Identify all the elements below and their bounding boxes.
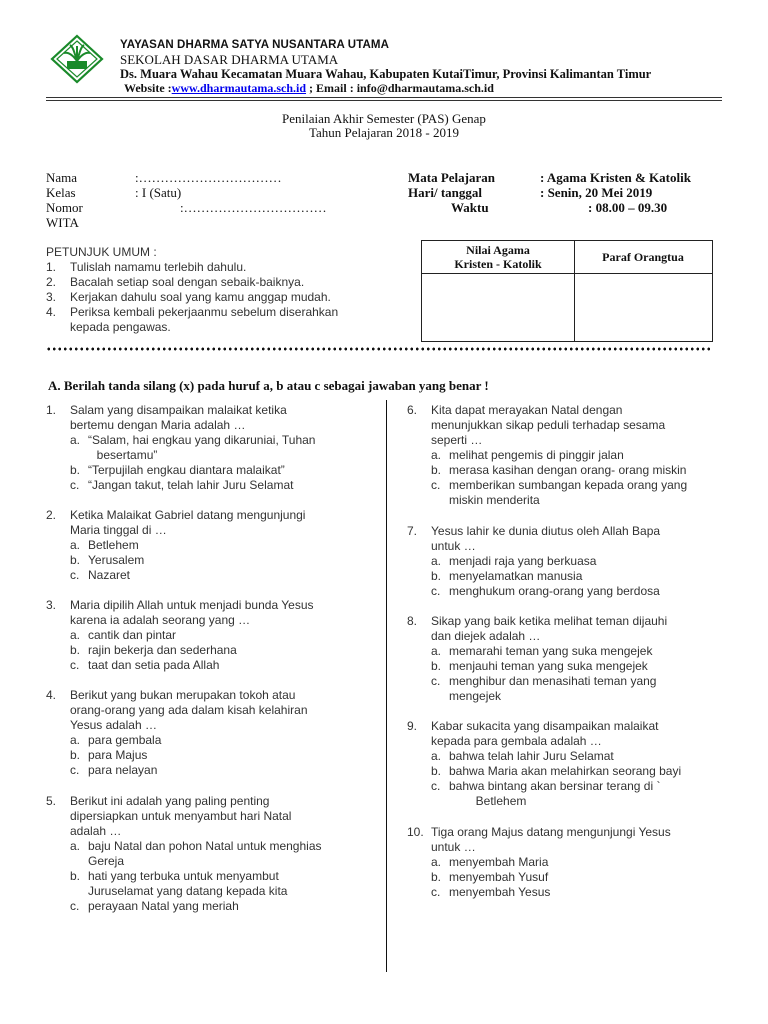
option-text: menyelamatkan manusia <box>449 569 583 583</box>
question-number: 4. <box>46 688 57 702</box>
option-a[interactable]: a. “Salam, hai engkau yang dikaruniai, Tuhan besertamu” <box>70 433 316 462</box>
option-text: bahwa Maria akan melahirkan seorang bayi <box>449 764 682 778</box>
signature-header: Paraf Orangtua <box>602 250 684 264</box>
option-b[interactable]: b. Yerusalem <box>70 553 145 567</box>
option-text: bahwa bintang akan bersinar terang di ` Betlehem <box>449 779 661 808</box>
petunjuk-text: Bacalah setiap soal dengan sebaik-baiknya. <box>70 275 305 289</box>
waktu-value: : 08.00 – 09.30 <box>588 200 668 215</box>
petunjuk-number: 2. <box>46 275 57 289</box>
mapel-value: : Agama Kristen & Katolik <box>540 170 691 185</box>
option-b[interactable]: b. bahwa Maria akan melahirkan seorang bayi <box>431 764 682 778</box>
question-number: 1. <box>46 403 57 417</box>
option-text: menjauhi teman yang suka mengejek <box>449 659 648 673</box>
option-text: rajin bekerja dan sederhana <box>88 643 237 657</box>
option-text: merasa kasihan dengan orang- orang miskin <box>449 463 687 477</box>
question-stem: Berikut yang bukan merupakan tokoh atau orang-orang yang ada dalam kisah kelahiran Yesus adalah … <box>70 688 308 732</box>
wita-label: WITA <box>46 215 79 230</box>
option-text: menjadi raja yang berkuasa <box>449 554 597 568</box>
option-b[interactable]: b. rajin bekerja dan sederhana <box>70 643 237 657</box>
waktu-label: Waktu <box>451 200 489 215</box>
option-text: hati yang terbuka untuk menyambut Juruselamat yang datang kepada kita <box>88 869 288 898</box>
question-number: 3. <box>46 598 57 612</box>
option-a[interactable]: a. memarahi teman yang suka mengejek <box>431 644 653 658</box>
option-text: menyembah Maria <box>449 855 549 869</box>
option-b[interactable]: b. menyembah Yusuf <box>431 870 549 884</box>
option-text: “Salam, hai engkau yang dikaruniai, Tuhan besertamu” <box>88 433 316 462</box>
option-text: “Jangan takut, telah lahir Juru Selamat <box>88 478 294 492</box>
score-header <box>422 243 574 271</box>
option-text: cantik dan pintar <box>88 628 177 642</box>
petunjuk-number: 3. <box>46 290 57 304</box>
score-header-line1: Nilai Agama <box>466 243 530 257</box>
section-a-instruction: A. Berilah tanda silang (x) pada huruf a, b atau c sebagai jawaban yang benar ! <box>48 378 489 393</box>
option-c[interactable]: c. para nelayan <box>70 763 158 777</box>
score-header-line2: Kristen - Katolik <box>454 257 542 271</box>
kelas-label: Kelas <box>46 185 76 200</box>
option-a[interactable]: a. menyembah Maria <box>431 855 549 869</box>
option-text: taat dan setia pada Allah <box>88 658 220 672</box>
option-text: para gembala <box>88 733 162 747</box>
question-number: 5. <box>46 794 57 808</box>
mapel-label: Mata Pelajaran <box>408 170 496 185</box>
school-year: Tahun Pelajaran 2018 - 2019 <box>309 125 459 140</box>
question-stem: Berikut ini adalah yang paling penting dipersiapkan untuk menyambut hari Natal adalah … <box>70 794 292 838</box>
column-divider <box>386 400 387 972</box>
question-stem: Yesus lahir ke dunia diutus oleh Allah Bapa untuk … <box>431 524 661 553</box>
option-c[interactable]: c. Nazaret <box>70 568 131 582</box>
petunjuk-text: Kerjakan dahulu soal yang kamu anggap mudah. <box>70 290 331 304</box>
option-text: para Majus <box>88 748 148 762</box>
option-a[interactable]: a. Betlehem <box>70 538 139 552</box>
option-text: memberikan sumbangan kepada orang yang miskin menderita <box>449 478 688 507</box>
option-c[interactable]: c. “Jangan takut, telah lahir Juru Selamat <box>70 478 294 492</box>
question-stem: Tiga orang Majus datang mengunjungi Yesus untuk … <box>431 825 671 854</box>
option-b[interactable]: b. menjauhi teman yang suka mengejek <box>431 659 648 673</box>
petunjuk-text: Periksa kembali pekerjaanmu sebelum diserahkan <box>70 305 339 319</box>
option-text: Nazaret <box>88 568 131 582</box>
nomor-label: Nomor <box>46 200 83 215</box>
nama-label: Nama <box>46 170 78 185</box>
school-address: Ds. Muara Wahau Kecamatan Muara Wahau, Kabupaten KutaiTimur, Provinsi Kalimantan Timur <box>120 67 652 81</box>
school-logo-icon <box>50 34 104 84</box>
option-c[interactable]: c. menyembah Yesus <box>431 885 551 899</box>
question-number: 6. <box>407 403 418 417</box>
header-rule-thick <box>46 100 722 101</box>
option-text: menghukum orang-orang yang berdosa <box>449 584 660 598</box>
nama-value: :…………………………… <box>135 170 282 185</box>
petunjuk-item <box>46 290 331 304</box>
option-a[interactable]: a. bahwa telah lahir Juru Selamat <box>431 749 614 763</box>
option-text: menghibur dan menasihati teman yang mengejek <box>449 674 657 703</box>
question-number: 2. <box>46 508 57 522</box>
question-stem: Kabar sukacita yang disampaikan malaikat kepada para gembala adalah … <box>431 719 659 748</box>
option-text: memarahi teman yang suka mengejek <box>449 644 653 658</box>
question-stem: Kita dapat merayakan Natal dengan menunjukkan sikap peduli terhadap sesama seperti … <box>431 403 666 447</box>
header-rule-thin <box>46 97 722 98</box>
option-b[interactable]: b. menyelamatkan manusia <box>431 569 583 583</box>
option-a[interactable]: a. para gembala <box>70 733 162 747</box>
petunjuk-number: 4. <box>46 305 57 319</box>
petunjuk-item <box>46 275 304 289</box>
option-c[interactable]: c. menghibur dan menasihati teman yang mengejek <box>431 674 657 703</box>
nomor-value: :…………………………… <box>180 200 327 215</box>
option-c[interactable]: c. bahwa bintang akan bersinar terang di ` Betlehem <box>431 779 661 808</box>
question-number: 7. <box>407 524 418 538</box>
option-c[interactable]: c. taat dan setia pada Allah <box>70 658 220 672</box>
option-text: Betlehem <box>88 538 139 552</box>
question-number: 8. <box>407 614 418 628</box>
question-number: 9. <box>407 719 418 733</box>
option-a[interactable]: a. baju Natal dan pohon Natal untuk menghias Gereja <box>70 839 322 868</box>
petunjuk-item <box>46 260 246 274</box>
table-divider <box>422 273 712 274</box>
petunjuk-text: Tulislah namamu terlebih dahulu. <box>70 260 247 274</box>
option-c[interactable]: c. memberikan sumbangan kepada orang yang miskin menderita <box>431 478 688 507</box>
question-number: 10. <box>407 825 424 839</box>
option-text: Yerusalem <box>88 553 145 567</box>
website-link[interactable]: www.dharmautama.sch.id <box>171 81 307 95</box>
option-text: bahwa telah lahir Juru Selamat <box>449 749 614 763</box>
option-text: perayaan Natal yang meriah <box>88 899 239 913</box>
option-text: menyembah Yusuf <box>449 870 549 884</box>
question-stem: Maria dipilih Allah untuk menjadi bunda Yesus karena ia adalah seorang yang … <box>70 598 314 627</box>
contact-line <box>124 81 494 96</box>
kelas-value: : I (Satu) <box>135 185 182 200</box>
option-a[interactable]: a. melihat pengemis di pinggir jalan <box>431 448 624 462</box>
petunjuk-number: 1. <box>46 260 57 274</box>
option-text: melihat pengemis di pinggir jalan <box>449 448 624 462</box>
option-b[interactable]: b. para Majus <box>70 748 148 762</box>
petunjuk-item <box>46 305 338 319</box>
option-b[interactable]: b. merasa kasihan dengan orang- orang miskin <box>431 463 687 477</box>
option-a[interactable]: a. cantik dan pintar <box>70 628 177 642</box>
option-text: para nelayan <box>88 763 158 777</box>
petunjuk-item-cont: kepada pengawas. <box>70 320 171 334</box>
question-stem: Salam yang disampaikan malaikat ketika bertemu dengan Maria adalah … <box>70 403 287 432</box>
score-table <box>421 240 713 342</box>
question-stem: Sikap yang baik ketika melihat teman dijauhi dan diejek adalah … <box>431 614 668 643</box>
foundation-name: YAYASAN DHARMA SATYA NUSANTARA UTAMA <box>120 39 389 51</box>
option-text: baju Natal dan pohon Natal untuk menghias Gereja <box>88 839 322 868</box>
option-a[interactable]: a. menjadi raja yang berkuasa <box>431 554 597 568</box>
option-b[interactable]: b. hati yang terbuka untuk menyambut Juruselamat yang datang kepada kita <box>70 869 288 898</box>
email-text: ; Email : info@dharmautama.sch.id <box>306 81 494 95</box>
option-c[interactable]: c. perayaan Natal yang meriah <box>70 899 239 913</box>
option-text: “Terpujilah engkau diantara malaikat” <box>88 463 285 477</box>
question-stem: Ketika Malaikat Gabriel datang mengunjungi Maria tinggal di … <box>70 508 306 537</box>
website-label: Website : <box>124 81 172 95</box>
option-b[interactable]: b. “Terpujilah engkau diantara malaikat” <box>70 463 285 477</box>
hari-label: Hari/ tanggal <box>408 185 483 200</box>
petunjuk-heading: PETUNJUK UMUM : <box>46 245 157 259</box>
hari-value: : Senin, 20 Mei 2019 <box>540 185 653 200</box>
option-text: menyembah Yesus <box>449 885 551 899</box>
exam-title: Penilaian Akhir Semester (PAS) Genap <box>282 111 486 126</box>
school-name: SEKOLAH DASAR DHARMA UTAMA <box>120 52 339 67</box>
option-c[interactable]: c. menghukum orang-orang yang berdosa <box>431 584 660 598</box>
dotted-separator <box>46 347 712 351</box>
